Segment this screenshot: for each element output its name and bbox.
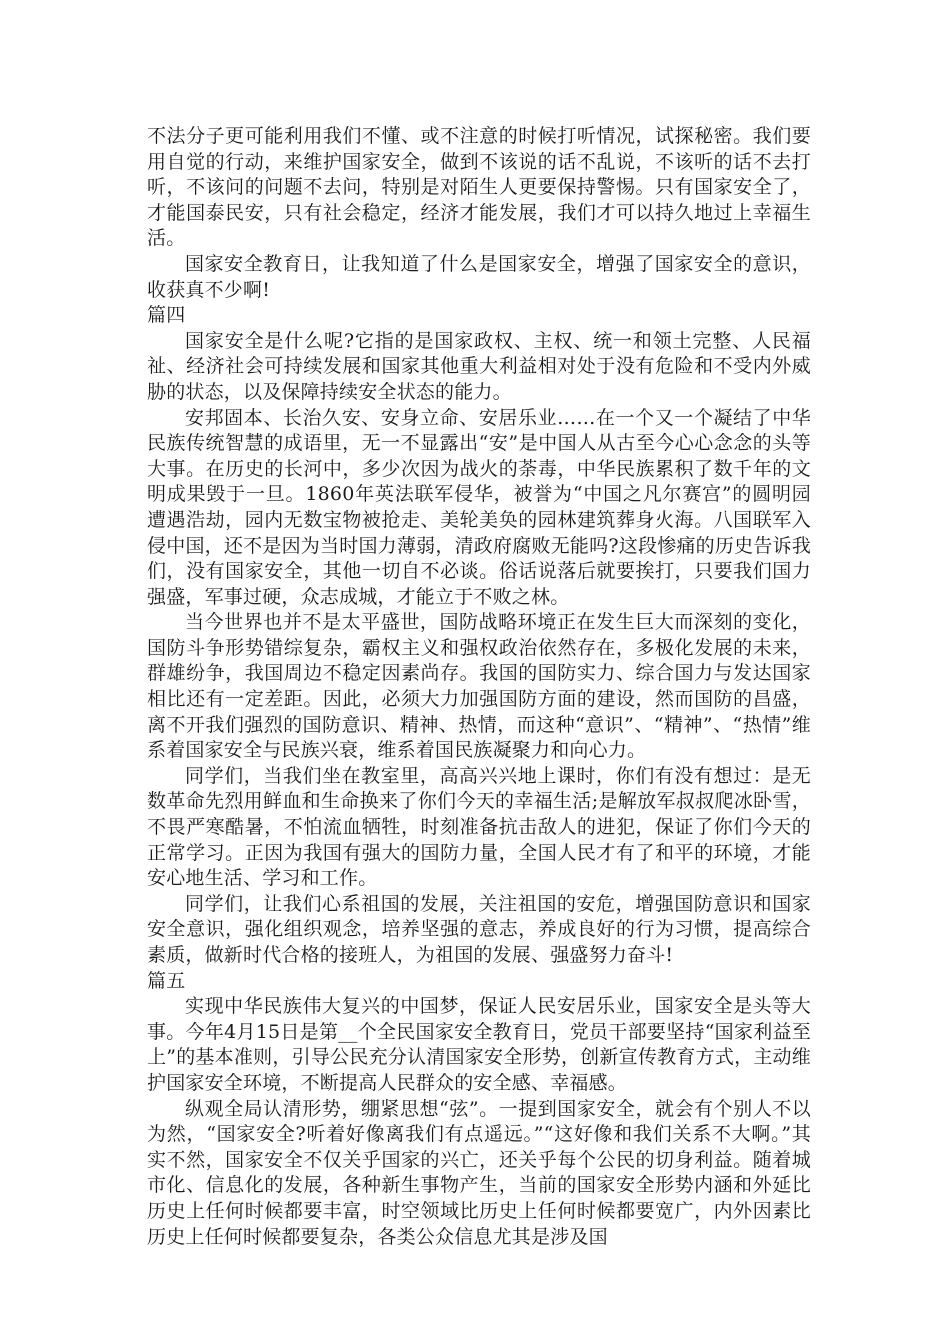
- paragraph: 不法分子更可能利用我们不懂、或不注意的时候打听情况，试探秘密。我们要用自觉的行动，来维护国家安全，做到不该说的话不乱说，不该听的话不去打听，不该问的问题不去问，特别是对陌生人更要保持警惕。只有国家安全了，才能国泰民安，只有社会稳定，经济才能发展，我们才可以持久地过上幸福生活。: [147, 125, 811, 250]
- paragraph: 国家安全是什么呢?它指的是国家政权、主权、统一和领土完整、人民福祉、经济社会可持续发展和国家其他重大利益相对处于没有危险和不受内外威胁的状态，以及保障持续安全状态的能力。: [147, 329, 811, 403]
- paragraph: 安邦固本、长治久安、安身立命、安居乐业……在一个又一个凝结了中华民族传统智慧的成语里，无一不显露出“安”是中国人从古至今心心念念的头等大事。在历史的长河中，多少次因为战火的荼毒，中华民族累积了数千年的文明成果毁于一旦。1860年英法联军侵华，被誉为“中国之凡尔赛宫”的圆明园遭遇浩劫，园内无数宝物被抢走、美轮美奂的园林建筑葬身火海。八国联军入侵中国，还不是因为当时国力薄弱，清政府腐败无能吗?这段惨痛的历史告诉我们，没有国家安全，其他一切自不必谈。俗话说落后就要挨打，只要我们国力强盛，军事过硬，众志成城，才能立于不败之林。: [147, 406, 811, 608]
- document-body: [147, 124, 811, 1250]
- section-heading: 篇四: [147, 304, 186, 327]
- paragraph: 实现中华民族伟大复兴的中国梦，保证人民安居乐业，国家安全是头等大事。今年4月15日是第__个全民国家安全教育日，党员干部要坚持“国家利益至上”的基本准则，引导公民充分认清国家安全形势，创新宣传教育方式，主动维护国家安全环境，不断提高人民群众的安全感、幸福感。: [147, 995, 811, 1094]
- paragraph: 同学们，当我们坐在教室里，高高兴兴地上课时，你们有没有想过：是无数革命先烈用鲜血和生命换来了你们今天的幸福生活;是解放军叔叔爬冰卧雪，不畏严寒酷暑，不怕流血牺牲，时刻准备抗击敌人的进犯，保证了你们今天的正常学习。正因为我国有强大的国防力量，全国人民才有了和平的环境，才能安心地生活、学习和工作。: [147, 764, 811, 890]
- paragraph: 纵观全局认清形势，绷紧思想“弦”。一提到国家安全，就会有个别人不以为然，“国家安全?听着好像离我们有点遥远。”“这好像和我们关系不大啊。”其实不然，国家安全不仅关乎国家的兴亡，还关乎每个公民的切身利益。随着城市化、信息化的发展，各种新生事物产生，当前的国家安全形势内涵和外延比历史上任何时候都要丰富，时空领域比历史上任何时候都要宽广，内外因素比历史上任何时候都要复杂，各类公众信息尤其是涉及国: [147, 1097, 811, 1248]
- paragraph: 同学们，让我们心系祖国的发展，关注祖国的安危，增强国防意识和国家安全意识，强化组织观念，培养坚强的意志，养成良好的行为习惯，提高综合素质，做新时代合格的接班人，为祖国的发展、强盛努力奋斗!: [147, 892, 811, 966]
- paragraph: 当今世界也并不是太平盛世，国防战略环境正在发生巨大而深刻的变化，国防斗争形势错综复杂，霸权主义和强权政治依然存在，多极化发展的未来，群雄纷争，我国周边不稳定因素尚存。我国的国防实力、综合国力与发达国家相比还有一定差距。因此，必须大力加强国防方面的建设，然而国防的昌盛，离不开我们强烈的国防意识、精神、热情，而这种“意识”、“精神”、“热情”维系着国家安全与民族兴衰，维系着国民族凝聚力和向心力。: [147, 611, 811, 762]
- paragraph: 国家安全教育日，让我知道了什么是国家安全，增强了国家安全的意识，收获真不少啊!: [147, 252, 811, 301]
- section-heading: 篇五: [147, 969, 186, 992]
